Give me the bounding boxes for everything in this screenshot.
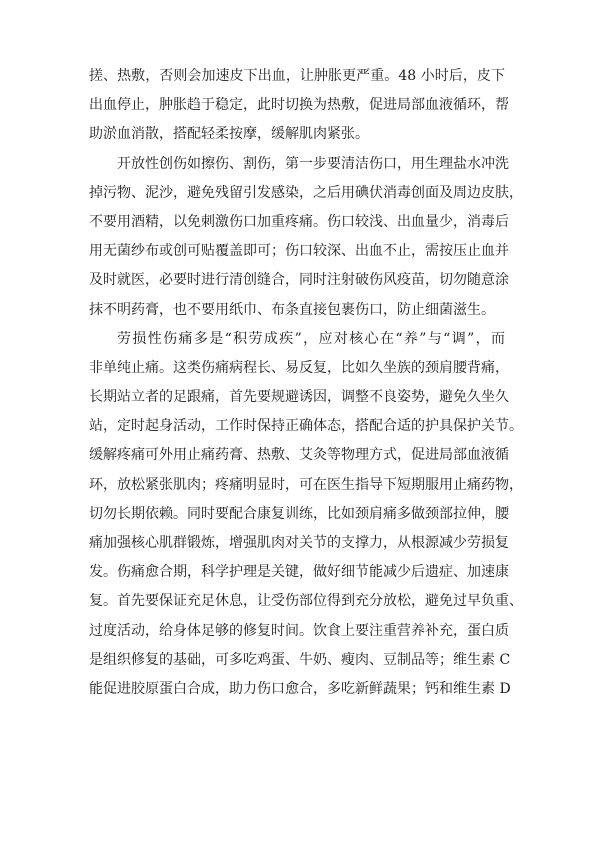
text-line: 切勿长期依赖。同时要配合康复训练，比如颈肩痛多做颈部拉伸，腰	[89, 505, 509, 522]
text-line: 是组织修复的基础，可多吃鸡蛋、牛奶、瘦肉、豆制品等；维生素 C	[89, 651, 511, 668]
text-line: 搓、热敷，否则会加速皮下出血，让肿胀更严重。48 小时后，皮下	[89, 68, 505, 84]
text-line: 复。首先要保证充足休息，让受伤部位得到充分放松，避免过早负重、	[89, 593, 523, 610]
text-line: 及时就医，必要时进行清创缝合，同时注射破伤风疫苗，切勿随意涂	[89, 272, 509, 289]
paragraph-2-open-wound	[89, 150, 523, 325]
text-line: 抹不明药膏，也不要用纸巾、布条直接包裹伤口，防止细菌滋生。	[89, 301, 495, 318]
paragraph-1-bruise-care	[89, 62, 509, 150]
text-line: 掉污物、泥沙，避免残留引发感染，之后用碘伏消毒创面及周边皮肤，	[89, 184, 523, 201]
text-line: 能促进胶原蛋白合成，助力伤口愈合，多吃新鲜蔬果；钙和维生素 D	[89, 680, 511, 697]
text-line: 环，放松紧张肌肉；疼痛明显时，可在医生指导下短期服用止痛药物，	[89, 476, 523, 493]
body-text	[89, 62, 523, 704]
text-line: 缓解疼痛可外用止痛药膏、热敷、艾灸等物理方式，促进局部血液循	[89, 447, 509, 464]
text-line: 发。伤痛愈合期，科学护理是关键，做好细节能减少后遗症、加速康	[89, 564, 509, 581]
text-line: 不要用酒精，以免刺激伤口加重疼痛。伤口较浅、出血量少，消毒后	[89, 213, 509, 230]
text-line: 痛加强核心肌群锻炼，增强肌肉对关节的支撑力，从根源减少劳损复	[89, 535, 509, 551]
text-line: 出血停止，肿胀趋于稳定，此时切换为热敷，促进局部血液循环，帮	[89, 97, 509, 114]
text-line: 用无菌纱布或创可贴覆盖即可；伤口较深、出血不止，需按压止血并	[89, 243, 509, 260]
text-line: 助淤血消散，搭配轻柔按摩，缓解肌肉紧张。	[89, 126, 369, 143]
text-line: 过度活动，给身体足够的修复时间。饮食上要注重营养补充，蛋白质	[89, 622, 509, 639]
text-line: 劳损性伤痛多是“积劳成疾”，应对核心在“养”与“调”，而	[117, 330, 505, 347]
text-line: 非单纯止痛。这类伤痛病程长、易反复，比如久坐族的颈肩腰背痛，	[89, 359, 509, 376]
text-line: 站，定时起身活动，工作时保持正确体态，搭配合适的护具保护关节。	[89, 418, 523, 435]
paragraph-3-strain-injury	[89, 325, 523, 704]
text-line: 开放性创伤如擦伤、割伤，第一步要清洁伤口，用生理盐水冲洗	[117, 155, 509, 172]
text-line: 长期站立者的足跟痛，首先要规避诱因，调整不良姿势，避免久坐久	[89, 389, 509, 406]
